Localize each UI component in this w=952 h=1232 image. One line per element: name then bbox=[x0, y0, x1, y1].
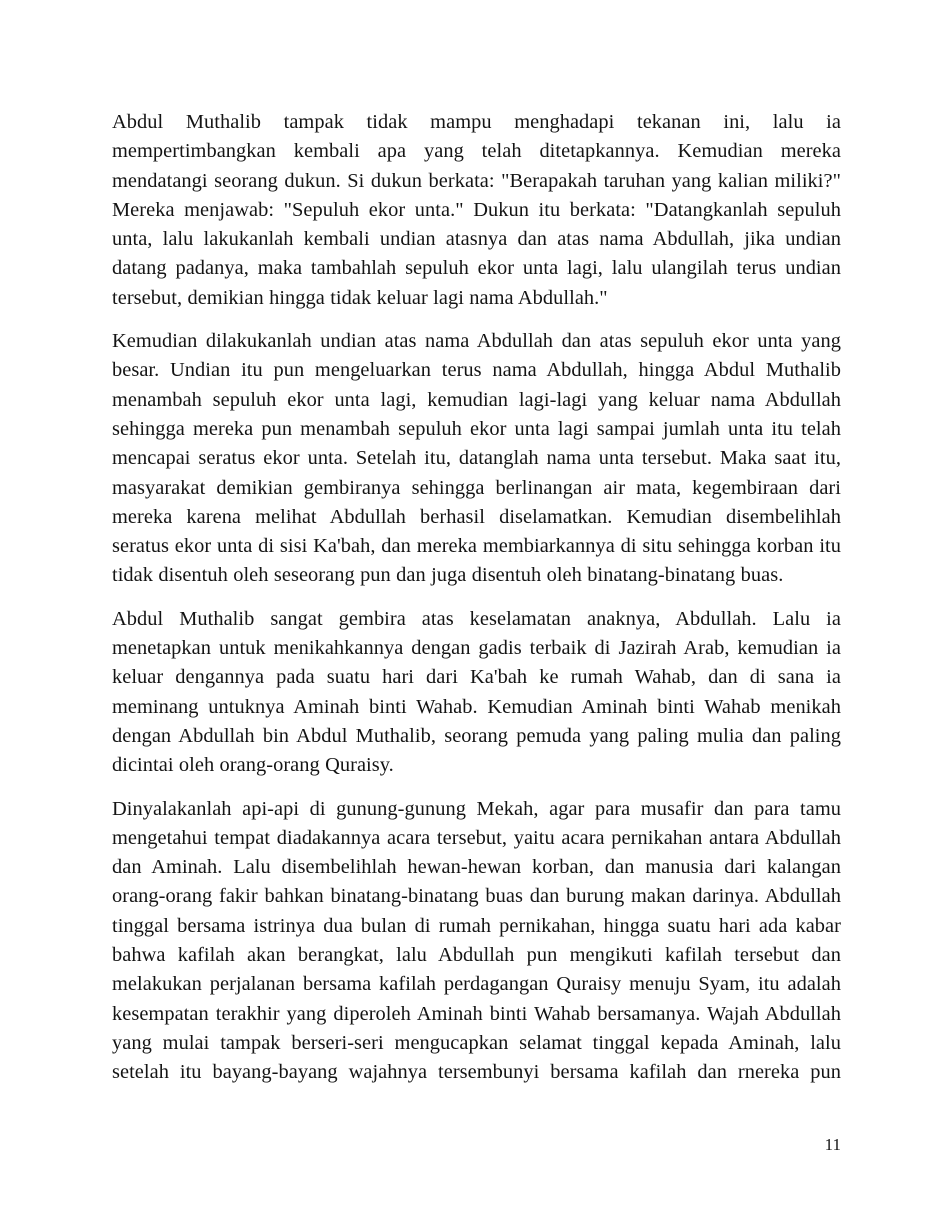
page-body-text bbox=[112, 108, 841, 1088]
paragraph-1: Abdul Muthalib tampak tidak mampu menghadapi tekanan ini, lalu ia mempertimbangkan kembali apa yang telah ditetapkannya. Kemudian mereka mendatangi seorang dukun. Si dukun berkata: "Berapakah taruhan yang kalian miliki?" Mereka menjawab: "Sepuluh ekor unta." Dukun itu berkata: "Datangkanlah sepuluh unta, lalu lakukanlah kembali undian atasnya dan atas nama Abdullah, jika undian datang padanya, maka tambahlah sepuluh ekor unta lagi, lalu ulangilah terus undian tersebut, demikian hingga tidak keluar lagi nama Abdullah." bbox=[112, 111, 841, 309]
paragraph-3: Abdul Muthalib sangat gembira atas keselamatan anaknya, Abdullah. Lalu ia menetapkan untuk menikahkannya dengan gadis terbaik di Jazirah Arab, kemudian ia keluar dengannya pada suatu hari dari Ka'bah ke rumah Wahab, dan di sana ia meminang untuknya Aminah binti Wahab. Kemudian Aminah binti Wahab menikah dengan Abdullah bin Abdul Muthalib, seorang pemuda yang paling mulia dan paling dicintai oleh orang-orang Quraisy. bbox=[112, 607, 841, 777]
paragraph-4: Dinyalakanlah api-api di gunung-gunung Mekah, agar para musafir dan para tamu mengetahui tempat diadakannya acara tersebut, yaitu acara pernikahan antara Abdullah dan Aminah. Lalu disembelihlah hewan-hewan korban, dan manusia dari kalangan orang-orang fakir bahkan binatang-binatang buas dan burung makan darinya. Abdullah tinggal bersama istrinya dua bulan di rumah pernikahan, hingga suatu hari ada kabar bahwa kafilah akan berangkat, lalu Abdullah pun mengikuti kafilah tersebut dan melakukan perjalanan bersama kafilah perdagangan Quraisy menuju Syam, itu adalah kesempatan terakhir yang diperoleh Aminah binti Wahab bersamanya. Wajah Abdullah yang mulai tampak berseri-seri mengucapkan selamat tinggal kepada Aminah, lalu setelah itu bayang-bayang wajahnya tersembunyi bersama kafilah dan rnereka pun bbox=[112, 797, 841, 1084]
page-number: 11 bbox=[824, 1135, 841, 1154]
paragraph-2: Kemudian dilakukanlah undian atas nama Abdullah dan atas sepuluh ekor unta yang besar. Undian itu pun mengeluarkan terus nama Abdullah, hingga Abdul Muthalib menambah sepuluh ekor unta lagi, kemudian lagi-lagi yang keluar nama Abdullah sehingga mereka pun menambah sepuluh ekor unta lagi sampai jumlah unta itu telah mencapai seratus ekor unta. Setelah itu, datanglah nama unta tersebut. Maka saat itu, masyarakat demikian gembiranya sehingga berlinangan air mata, kegembiraan dari mereka karena melihat Abdullah berhasil diselamatkan. Kemudian disembelihlah seratus ekor unta di sisi Ka'bah, dan mereka membiarkannya di situ sehingga korban itu tidak disentuh oleh seseorang pun dan juga disentuh oleh binatang-binatang buas. bbox=[112, 330, 841, 587]
